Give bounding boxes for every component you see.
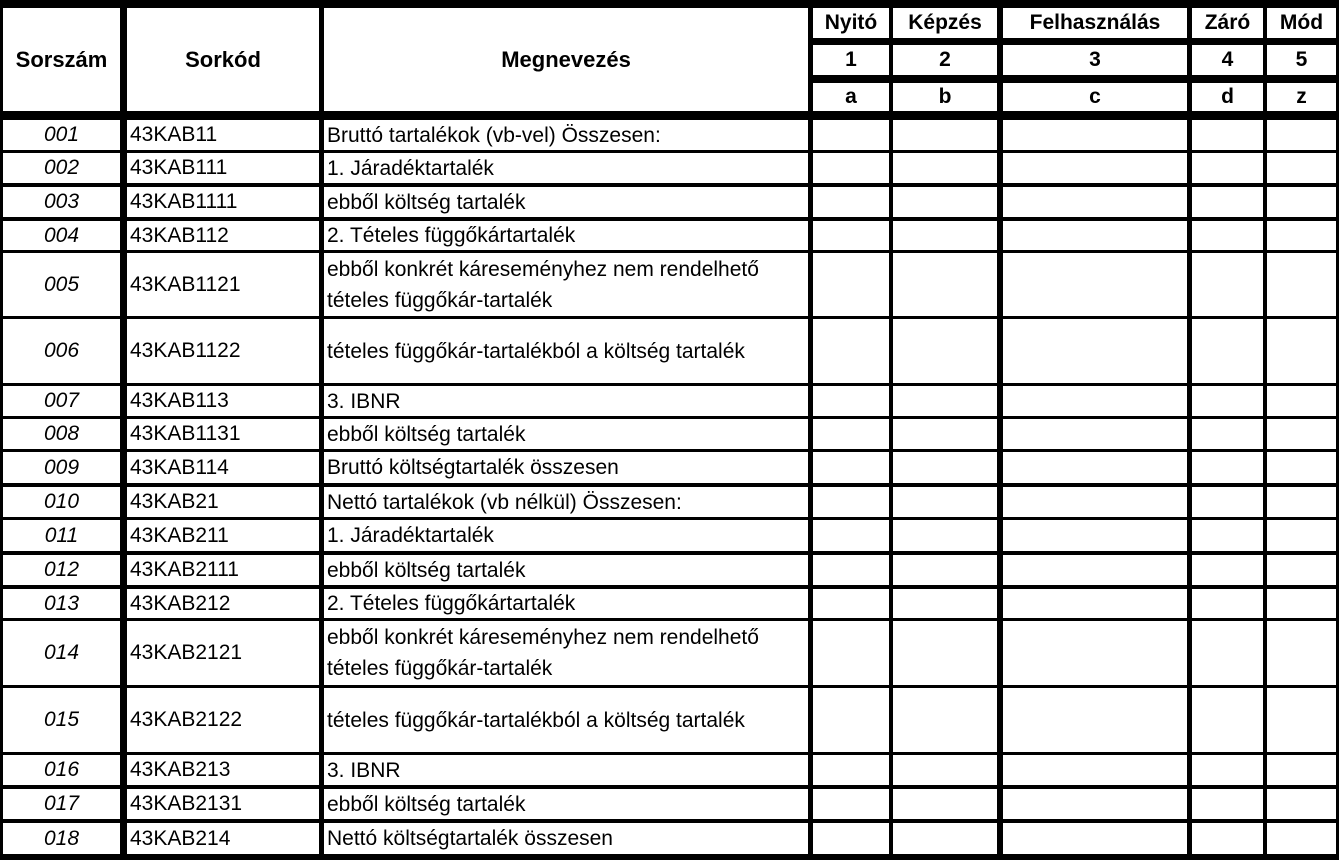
value-cell-col-4[interactable]	[1192, 187, 1263, 217]
header-col-5-letter: z	[1267, 83, 1336, 111]
row-number: 006	[3, 319, 120, 383]
value-cell-col-5[interactable]	[1267, 187, 1336, 217]
row-code: 43KAB111	[127, 153, 319, 183]
value-cell-col-1[interactable]	[813, 755, 889, 785]
value-cell-col-2[interactable]	[893, 555, 997, 585]
row-number: 004	[3, 221, 120, 250]
value-cell-col-4[interactable]	[1192, 823, 1263, 854]
value-cell-col-3[interactable]	[1003, 153, 1187, 183]
row-name: 1. Járadéktartalék	[324, 153, 808, 183]
value-cell-col-4[interactable]	[1192, 621, 1263, 685]
value-cell-col-1[interactable]	[813, 520, 889, 551]
header-col-1-title: Nyitó	[813, 8, 889, 38]
row-code: 43KAB212	[127, 589, 319, 618]
header-col-4-letter: d	[1192, 83, 1263, 111]
value-cell-col-5[interactable]	[1267, 589, 1336, 618]
row-number: 001	[3, 120, 120, 150]
row-name: ebből költség tartalék	[324, 187, 808, 217]
value-cell-col-2[interactable]	[893, 789, 997, 819]
row-number: 013	[3, 589, 120, 618]
value-cell-col-3[interactable]	[1003, 688, 1187, 752]
row-name: ebből költség tartalék	[324, 419, 808, 449]
value-cell-col-1[interactable]	[813, 487, 889, 517]
header-col-4-title: Záró	[1192, 8, 1263, 38]
value-cell-col-2[interactable]	[893, 187, 997, 217]
value-cell-col-2[interactable]	[893, 589, 997, 618]
row-number: 015	[3, 688, 120, 752]
header-sorszam: Sorszám	[3, 8, 120, 111]
value-cell-col-3[interactable]	[1003, 520, 1187, 551]
row-name: tételes függőkár-tartalékból a költség tartalék	[324, 319, 808, 383]
header-col-3-title: Felhasználás	[1003, 8, 1187, 38]
row-number: 003	[3, 187, 120, 217]
value-cell-col-5[interactable]	[1267, 221, 1336, 250]
value-cell-col-2[interactable]	[893, 253, 997, 316]
value-cell-col-2[interactable]	[893, 221, 997, 250]
row-number: 010	[3, 487, 120, 517]
value-cell-col-2[interactable]	[893, 153, 997, 183]
row-code: 43KAB214	[127, 823, 319, 854]
row-code: 43KAB114	[127, 452, 319, 483]
value-cell-col-1[interactable]	[813, 187, 889, 217]
row-number: 008	[3, 419, 120, 449]
row-code: 43KAB1121	[127, 253, 319, 316]
header-col-1-letter: a	[813, 83, 889, 111]
row-name: 2. Tételes függőkártartalék	[324, 221, 808, 250]
row-code: 43KAB213	[127, 755, 319, 785]
row-name: Bruttó költségtartalék összesen	[324, 452, 808, 483]
value-cell-col-5[interactable]	[1267, 555, 1336, 585]
value-cell-col-2[interactable]	[893, 452, 997, 483]
row-code: 43KAB2131	[127, 789, 319, 819]
row-name: ebből konkrét káreseményhez nem rendelhető tételes függőkár-tartalék	[324, 253, 808, 316]
value-cell-col-4[interactable]	[1192, 319, 1263, 383]
row-code: 43KAB2121	[127, 621, 319, 685]
row-number: 014	[3, 621, 120, 685]
value-cell-col-3[interactable]	[1003, 555, 1187, 585]
value-cell-col-3[interactable]	[1003, 221, 1187, 250]
value-cell-col-3[interactable]	[1003, 823, 1187, 854]
value-cell-col-3[interactable]	[1003, 187, 1187, 217]
header-megnevezes: Megnevezés	[324, 8, 808, 111]
value-cell-col-4[interactable]	[1192, 253, 1263, 316]
header-col-4-number: 4	[1192, 45, 1263, 75]
header-sorkod: Sorkód	[127, 8, 319, 111]
value-cell-col-4[interactable]	[1192, 419, 1263, 449]
row-name: 2. Tételes függőkártartalék	[324, 589, 808, 618]
value-cell-col-3[interactable]	[1003, 120, 1187, 150]
value-cell-col-1[interactable]	[813, 789, 889, 819]
value-cell-col-3[interactable]	[1003, 589, 1187, 618]
header-col-3-number: 3	[1003, 45, 1187, 75]
value-cell-col-1[interactable]	[813, 253, 889, 316]
value-cell-col-1[interactable]	[813, 452, 889, 483]
value-cell-col-4[interactable]	[1192, 688, 1263, 752]
value-cell-col-3[interactable]	[1003, 386, 1187, 416]
value-cell-col-5[interactable]	[1267, 452, 1336, 483]
row-number: 011	[3, 520, 120, 551]
value-cell-col-4[interactable]	[1192, 452, 1263, 483]
value-cell-col-5[interactable]	[1267, 419, 1336, 449]
row-name: Nettó tartalékok (vb nélkül) Összesen:	[324, 487, 808, 517]
value-cell-col-1[interactable]	[813, 621, 889, 685]
value-cell-col-4[interactable]	[1192, 386, 1263, 416]
row-name: Bruttó tartalékok (vb-vel) Összesen:	[324, 120, 808, 150]
value-cell-col-1[interactable]	[813, 555, 889, 585]
value-cell-col-5[interactable]	[1267, 789, 1336, 819]
value-cell-col-5[interactable]	[1267, 755, 1336, 785]
value-cell-col-5[interactable]	[1267, 520, 1336, 551]
value-cell-col-4[interactable]	[1192, 555, 1263, 585]
header-col-5-number: 5	[1267, 45, 1336, 75]
value-cell-col-5[interactable]	[1267, 253, 1336, 316]
row-number: 007	[3, 386, 120, 416]
value-cell-col-5[interactable]	[1267, 120, 1336, 150]
header-col-3-letter: c	[1003, 83, 1187, 111]
value-cell-col-1[interactable]	[813, 120, 889, 150]
value-cell-col-2[interactable]	[893, 120, 997, 150]
value-cell-col-1[interactable]	[813, 386, 889, 416]
header-col-2-number: 2	[893, 45, 997, 75]
value-cell-col-2[interactable]	[893, 520, 997, 551]
row-number: 005	[3, 253, 120, 316]
row-name: ebből konkrét káreseményhez nem rendelhető tételes függőkár-tartalék	[324, 621, 808, 685]
value-cell-col-3[interactable]	[1003, 452, 1187, 483]
value-cell-col-4[interactable]	[1192, 120, 1263, 150]
value-cell-col-3[interactable]	[1003, 419, 1187, 449]
value-cell-col-4[interactable]	[1192, 487, 1263, 517]
value-cell-col-2[interactable]	[893, 386, 997, 416]
row-number: 018	[3, 823, 120, 854]
header-col-2-letter: b	[893, 83, 997, 111]
value-cell-col-4[interactable]	[1192, 520, 1263, 551]
row-name: Nettó költségtartalék összesen	[324, 823, 808, 854]
value-cell-col-4[interactable]	[1192, 589, 1263, 618]
row-code: 43KAB211	[127, 520, 319, 551]
row-code: 43KAB11	[127, 120, 319, 150]
value-cell-col-3[interactable]	[1003, 319, 1187, 383]
value-cell-col-4[interactable]	[1192, 789, 1263, 819]
value-cell-col-2[interactable]	[893, 823, 997, 854]
row-number: 009	[3, 452, 120, 483]
value-cell-col-2[interactable]	[893, 688, 997, 752]
value-cell-col-5[interactable]	[1267, 688, 1336, 752]
row-name: 1. Járadéktartalék	[324, 520, 808, 551]
row-code: 43KAB2122	[127, 688, 319, 752]
value-cell-col-3[interactable]	[1003, 253, 1187, 316]
row-code: 43KAB1111	[127, 187, 319, 217]
value-cell-col-1[interactable]	[813, 688, 889, 752]
value-cell-col-2[interactable]	[893, 419, 997, 449]
value-cell-col-1[interactable]	[813, 319, 889, 383]
row-name: tételes függőkár-tartalékból a költség tartalék	[324, 688, 808, 752]
header-col-2-title: Képzés	[893, 8, 997, 38]
value-cell-col-2[interactable]	[893, 755, 997, 785]
row-number: 016	[3, 755, 120, 785]
row-code: 43KAB2111	[127, 555, 319, 585]
value-cell-col-1[interactable]	[813, 589, 889, 618]
value-cell-col-3[interactable]	[1003, 621, 1187, 685]
value-cell-col-3[interactable]	[1003, 487, 1187, 517]
value-cell-col-5[interactable]	[1267, 621, 1336, 685]
value-cell-col-5[interactable]	[1267, 153, 1336, 183]
header-col-1-number: 1	[813, 45, 889, 75]
row-code: 43KAB112	[127, 221, 319, 250]
header-col-5-title: Mód	[1267, 8, 1336, 38]
row-number: 017	[3, 789, 120, 819]
value-cell-col-2[interactable]	[893, 319, 997, 383]
value-cell-col-4[interactable]	[1192, 755, 1263, 785]
value-cell-col-5[interactable]	[1267, 319, 1336, 383]
row-code: 43KAB1131	[127, 419, 319, 449]
value-cell-col-5[interactable]	[1267, 823, 1336, 854]
value-cell-col-4[interactable]	[1192, 153, 1263, 183]
row-number: 012	[3, 555, 120, 585]
value-cell-col-1[interactable]	[813, 823, 889, 854]
value-cell-col-5[interactable]	[1267, 386, 1336, 416]
row-code: 43KAB21	[127, 487, 319, 517]
row-code: 43KAB1122	[127, 319, 319, 383]
value-cell-col-3[interactable]	[1003, 755, 1187, 785]
row-name: ebből költség tartalék	[324, 555, 808, 585]
value-cell-col-1[interactable]	[813, 419, 889, 449]
value-cell-col-2[interactable]	[893, 621, 997, 685]
value-cell-col-1[interactable]	[813, 221, 889, 250]
row-name: 3. IBNR	[324, 386, 808, 416]
row-code: 43KAB113	[127, 386, 319, 416]
value-cell-col-3[interactable]	[1003, 789, 1187, 819]
value-cell-col-1[interactable]	[813, 153, 889, 183]
value-cell-col-4[interactable]	[1192, 221, 1263, 250]
value-cell-col-2[interactable]	[893, 487, 997, 517]
row-name: 3. IBNR	[324, 755, 808, 785]
value-cell-col-5[interactable]	[1267, 487, 1336, 517]
row-name: ebből költség tartalék	[324, 789, 808, 819]
row-number: 002	[3, 153, 120, 183]
